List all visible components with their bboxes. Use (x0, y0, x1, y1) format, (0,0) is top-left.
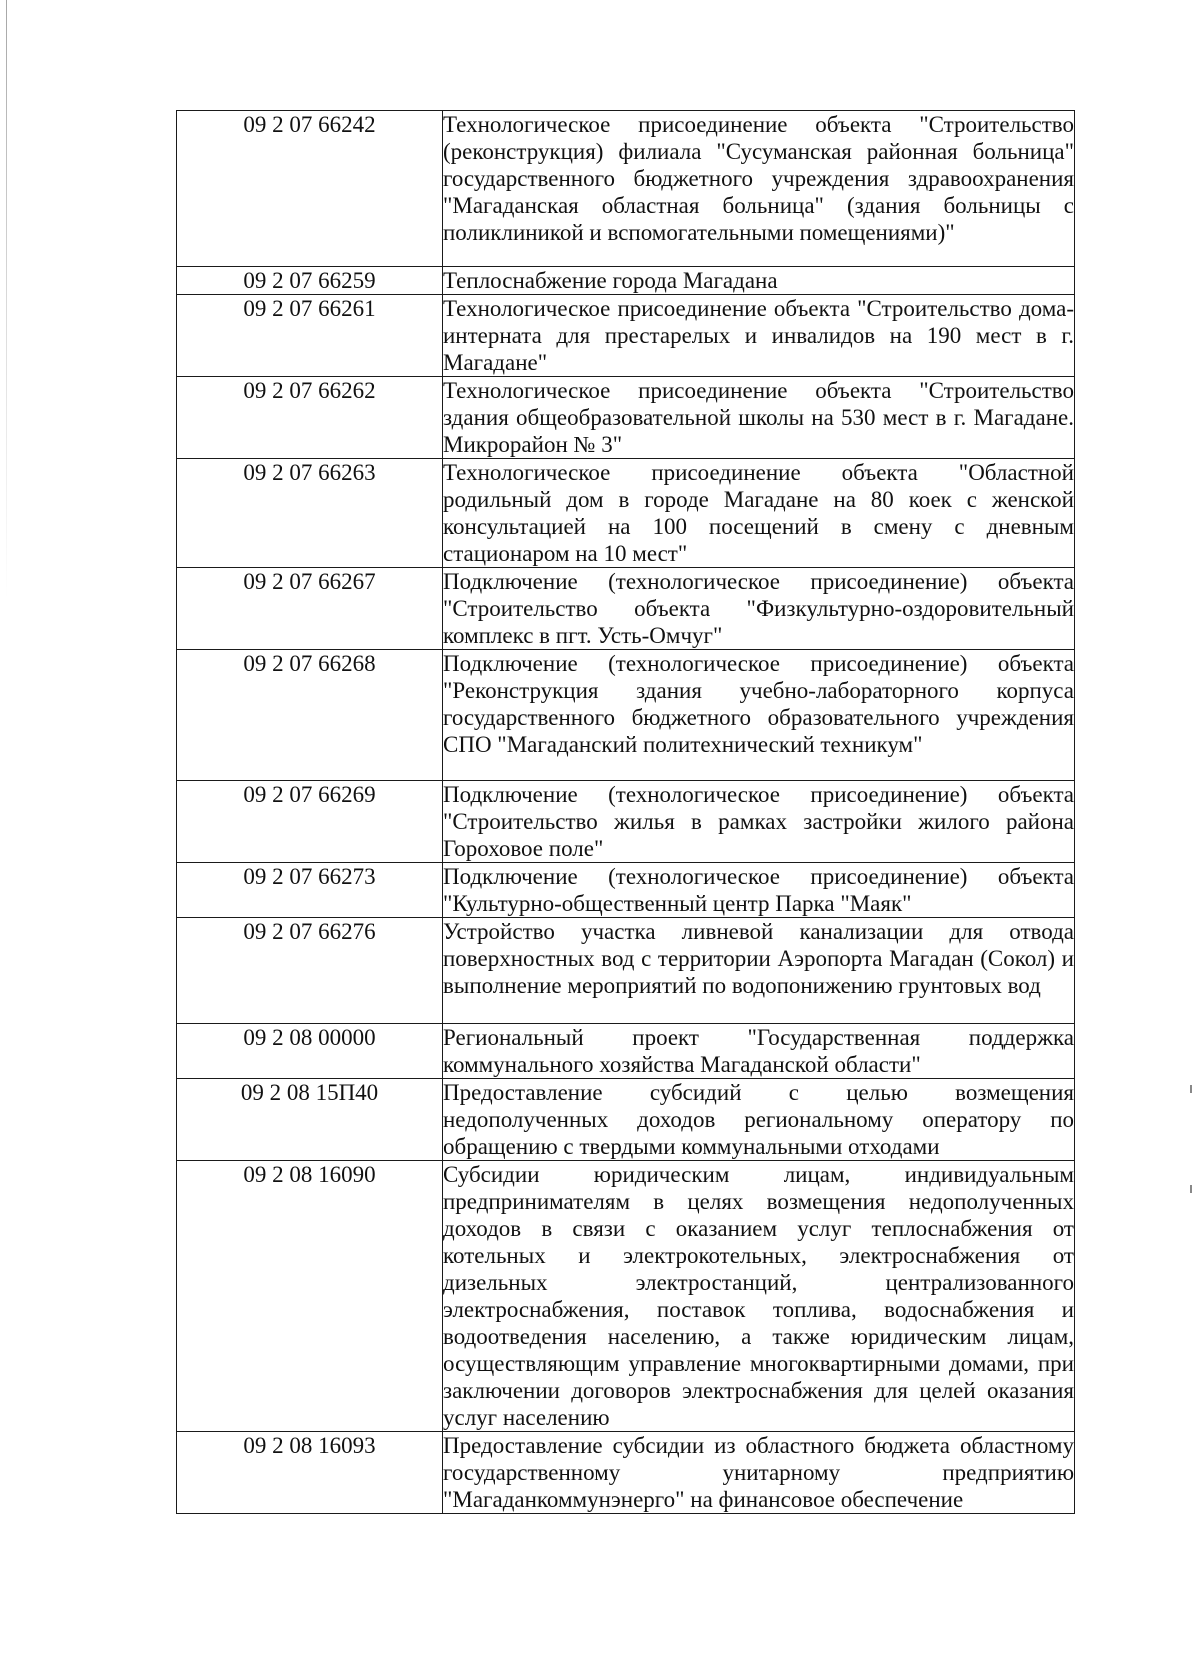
target-article-code: 09 2 07 66273 (177, 863, 443, 918)
table-row (177, 459, 1075, 568)
table-row (177, 377, 1075, 459)
table-row (177, 1079, 1075, 1161)
table-row (177, 568, 1075, 650)
table-row (177, 918, 1075, 1024)
table-row (177, 1161, 1075, 1432)
table-row (177, 1024, 1075, 1079)
target-article-code: 09 2 07 66242 (177, 111, 443, 267)
table-row (177, 267, 1075, 295)
table-row (177, 295, 1075, 377)
target-article-name: Предоставление субсидий с целью возмещения недополученных доходов региональному оператору по обращению с твердыми коммунальными отходами (443, 1080, 1074, 1159)
target-article-name: Подключение (технологическое присоединение) объекта "Строительство жилья в рамках застройки жилого района Гороховое поле" (443, 782, 1074, 861)
target-article-name: Технологическое присоединение объекта "Строительство (реконструкция) филиала "Сусуманская районная больница" государственного бюджетного учреждения здравоохранения "Магаданская областная больница" (здания больницы с поликлиникой и вспомогательными помещениями)" (443, 111, 1075, 267)
target-article-name: Региональный проект "Государственная поддержка коммунального хозяйства Магаданской области" (443, 1025, 1074, 1077)
target-article-code: 09 2 08 15П40 (177, 1079, 443, 1161)
target-article-code: 09 2 07 66263 (177, 459, 443, 568)
target-article-name: Субсидии юридическим лицам, индивидуальным предпринимателям в целях возмещения недополученных доходов в связи с оказанием услуг теплоснабжения от котельных и электрокотельных, электроснабжения от дизельных электростанций, централизованного электроснабжения, поставок топлива, водоснабжения и водоотведения населению, а также юридическим лицам, осуществляющим управление многоквартирными домами, при заключении договоров электроснабжения для целей оказания услуг населению (443, 1162, 1074, 1430)
table-row (177, 650, 1075, 781)
table-row (177, 863, 1075, 918)
budget-classification-table (176, 110, 1075, 1514)
scan-mark (1190, 1085, 1192, 1093)
target-article-name: Технологическое присоединение объекта "Строительство дома-интерната для престарелых и инвалидов на 190 мест в г. Магадане" (443, 296, 1074, 375)
target-article-code: 09 2 07 66268 (177, 650, 443, 781)
target-article-code: 09 2 08 00000 (177, 1024, 443, 1079)
table-row (177, 781, 1075, 863)
table-row (177, 1432, 1075, 1514)
target-article-name: Технологическое присоединение объекта "Областной родильный дом в городе Магадане на 80 коек с женской консультацией на 100 посещений в смену с дневным стационаром на 10 мест" (443, 460, 1074, 566)
target-article-name: Предоставление субсидии из областного бюджета областному государственному унитарному предприятию "Магаданкоммунэнерго" на финансовое обеспечение (443, 1433, 1074, 1512)
scan-mark (1190, 1185, 1192, 1193)
target-article-name: Подключение (технологическое присоединение) объекта "Строительство объекта "Физкультурно-оздоровительный комплекс в пгт. Усть-Омчуг" (443, 569, 1074, 648)
target-article-code: 09 2 07 66259 (177, 267, 443, 295)
target-article-code: 09 2 08 16090 (177, 1161, 443, 1432)
target-article-code: 09 2 07 66262 (177, 377, 443, 459)
target-article-code: 09 2 07 66267 (177, 568, 443, 650)
target-article-name: Подключение (технологическое присоединение) объекта "Культурно-общественный центр Парка "Маяк" (443, 864, 1074, 916)
scan-edge-shadow (6, 0, 7, 600)
target-article-name: Подключение (технологическое присоединение) объекта "Реконструкция здания учебно-лабораторного корпуса государственного бюджетного образовательного учреждения СПО "Магаданский политехнический техникум" (443, 650, 1075, 781)
target-article-name: Устройство участка ливневой канализации для отвода поверхностных вод с территории Аэропорта Магадан (Сокол) и выполнение мероприятий по водопонижению грунтовых вод (443, 918, 1075, 1024)
target-article-name: Теплоснабжение города Магадана (443, 267, 1075, 295)
target-article-code: 09 2 07 66269 (177, 781, 443, 863)
target-article-name: Технологическое присоединение объекта "Строительство здания общеобразовательной школы на 530 мест в г. Магадане. Микрорайон № 3" (443, 378, 1074, 457)
table-row (177, 111, 1075, 267)
target-article-code: 09 2 08 16093 (177, 1432, 443, 1514)
target-article-code: 09 2 07 66276 (177, 918, 443, 1024)
target-article-code: 09 2 07 66261 (177, 295, 443, 377)
